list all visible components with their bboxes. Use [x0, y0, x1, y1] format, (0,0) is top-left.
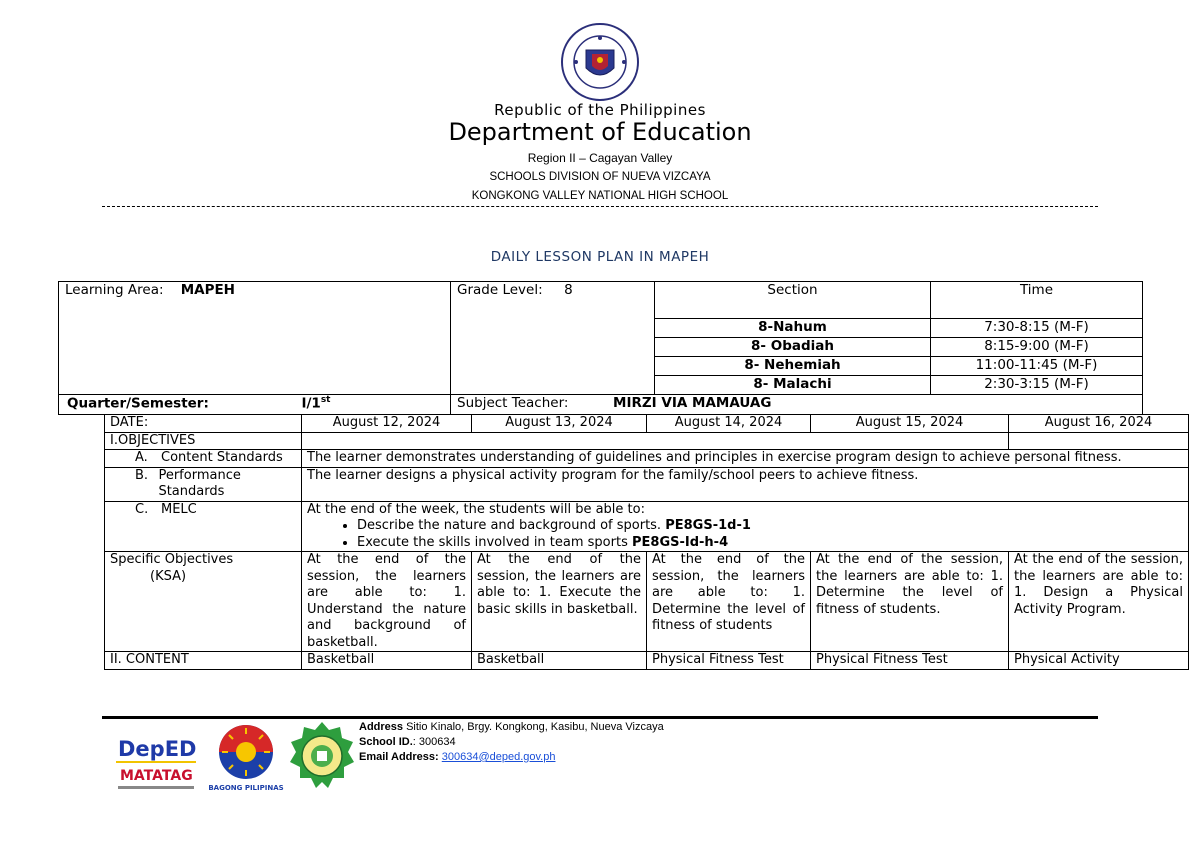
quarter-label: Quarter/Semester:	[67, 395, 209, 412]
school-id-line	[359, 735, 664, 750]
header-divider	[102, 206, 1098, 207]
school-id-label: School ID.	[359, 736, 413, 748]
footer-divider	[102, 716, 1098, 719]
grade-level-value: 8	[564, 282, 573, 298]
deped-logo-text: DepED	[118, 737, 197, 761]
grade-level-label: Grade Level:	[457, 282, 543, 298]
date-cell: August 13, 2024	[472, 415, 647, 433]
melc-item: • Describe the nature and background of sports. PE8GS-1d-1	[357, 518, 1183, 535]
learning-area-cell	[59, 282, 451, 395]
specific-objectives-label-cell	[105, 552, 302, 652]
empty-cell	[1009, 432, 1189, 450]
performance-standards-label: Performance Standards	[158, 467, 241, 499]
school-seal-logo	[288, 720, 356, 792]
objectives-heading: I.OBJECTIVES	[105, 432, 302, 450]
section-name: 8- Nehemiah	[655, 357, 931, 376]
school-id-value: : 300634	[412, 736, 456, 748]
specific-objective-cell: At the end of the session, the learners are able to: 1. Understand the nature and background of basketball.	[302, 552, 472, 652]
bagong-pilipinas-text: BAGONG PILIPINAS	[208, 784, 284, 792]
content-heading: II. CONTENT	[105, 652, 302, 670]
content-standards-letter: A.	[135, 450, 148, 465]
date-cell: August 16, 2024	[1009, 415, 1189, 433]
content-cell: Physical Fitness Test	[647, 652, 811, 670]
learning-area-value: MAPEH	[180, 282, 235, 298]
melc-intro: At the end of the week, the students will be able to:	[307, 501, 645, 517]
performance-standards-text: The learner designs a physical activity program for the family/school peers to achieve fitness.	[302, 467, 1189, 501]
content-standards-text: The learner demonstrates understanding of guidelines and principles in exercise program design to achieve personal fitness.	[302, 450, 1189, 468]
quarter-value: I/1	[301, 395, 321, 412]
quarter-suffix: st	[320, 395, 331, 405]
specific-objectives-sublabel: (KSA)	[150, 568, 187, 584]
section-name: 8-Nahum	[655, 319, 931, 338]
section-time: 7:30-8:15 (M-F)	[931, 319, 1143, 338]
content-cell: Basketball	[302, 652, 472, 670]
republic-text: Republic of the Philippines	[494, 101, 706, 119]
performance-standards-letter: B.	[135, 467, 149, 483]
lesson-info-table	[58, 281, 1143, 415]
teacher-name: MIRZI VIA MAMAUAG	[613, 395, 772, 411]
school-name: KONGKONG VALLEY NATIONAL HIGH SCHOOL	[471, 190, 729, 202]
performance-standards-label-cell	[105, 467, 302, 501]
date-cell: August 15, 2024	[811, 415, 1009, 433]
section-time: 8:15-9:00 (M-F)	[931, 338, 1143, 357]
deped-seal-logo	[556, 22, 644, 102]
content-cell: Physical Activity	[1009, 652, 1189, 670]
specific-objective-cell: At the end of the session, the learners are able to: 1. Execute the basic skills in basketball.	[472, 552, 647, 652]
date-cell: August 12, 2024	[302, 415, 472, 433]
grade-level-cell	[451, 282, 655, 395]
specific-objective-cell: At the end of the session, the learners are able to: 1. Design a Physical Activity Program.	[1009, 552, 1189, 652]
content-cell: Basketball	[472, 652, 647, 670]
melc-label-cell	[105, 501, 302, 552]
section-header: Section	[655, 282, 931, 319]
teacher-cell	[451, 395, 1143, 415]
region-text: Region II – Cagayan Valley	[527, 151, 673, 165]
email-line	[359, 750, 664, 765]
date-label: DATE:	[105, 415, 302, 433]
matatag-logo-text: MATATAG	[120, 768, 193, 784]
melc-label: MELC	[161, 501, 197, 517]
section-name: 8- Malachi	[655, 376, 931, 395]
address-label: Address	[359, 721, 404, 733]
melc-code: PE8GS-Id-h-4	[632, 534, 729, 550]
empty-cell	[302, 432, 1009, 450]
melc-code: PE8GS-1d-1	[665, 518, 751, 533]
melc-item: • Execute the skills involved in team sports PE8GS-Id-h-4	[357, 535, 1183, 552]
content-standards-label: Content Standards	[161, 450, 283, 465]
daily-plan-table	[104, 414, 1189, 670]
content-standards-label-cell	[105, 450, 302, 468]
date-cell: August 14, 2024	[647, 415, 811, 433]
section-time: 2:30-3:15 (M-F)	[931, 376, 1143, 395]
department-title: Department of Education	[448, 118, 752, 146]
learning-area-label: Learning Area:	[65, 282, 164, 298]
teacher-label: Subject Teacher:	[457, 395, 569, 411]
quarter-cell	[59, 395, 451, 415]
section-name: 8- Obadiah	[655, 338, 931, 357]
bagong-pilipinas-logo	[206, 722, 286, 792]
section-time: 11:00-11:45 (M-F)	[931, 357, 1143, 376]
melc-letter: C.	[135, 501, 149, 517]
specific-objective-cell: At the end of the session, the learners are able to: 1. Determine the level of fitness of students.	[811, 552, 1009, 652]
specific-objective-cell: At the end of the session, the learners are able to: 1. Determine the level of fitness of students	[647, 552, 811, 652]
address-line	[359, 720, 664, 735]
content-cell: Physical Fitness Test	[811, 652, 1009, 670]
deped-matatag-logo	[114, 728, 198, 794]
school-contact-block	[359, 720, 664, 765]
email-link[interactable]: 300634@deped.gov.ph	[441, 751, 556, 763]
address-value: Sitio Kinalo, Brgy. Kongkong, Kasibu, Nueva Vizcaya	[406, 721, 664, 733]
lesson-plan-title: DAILY LESSON PLAN IN MAPEH	[490, 249, 710, 265]
specific-objectives-label: Specific Objectives	[110, 552, 234, 567]
time-header: Time	[931, 282, 1143, 319]
division-text: SCHOOLS DIVISION OF NUEVA VIZCAYA	[489, 171, 711, 183]
melc-list	[307, 518, 1183, 551]
melc-cell	[302, 501, 1189, 552]
email-label: Email Address:	[359, 751, 439, 763]
